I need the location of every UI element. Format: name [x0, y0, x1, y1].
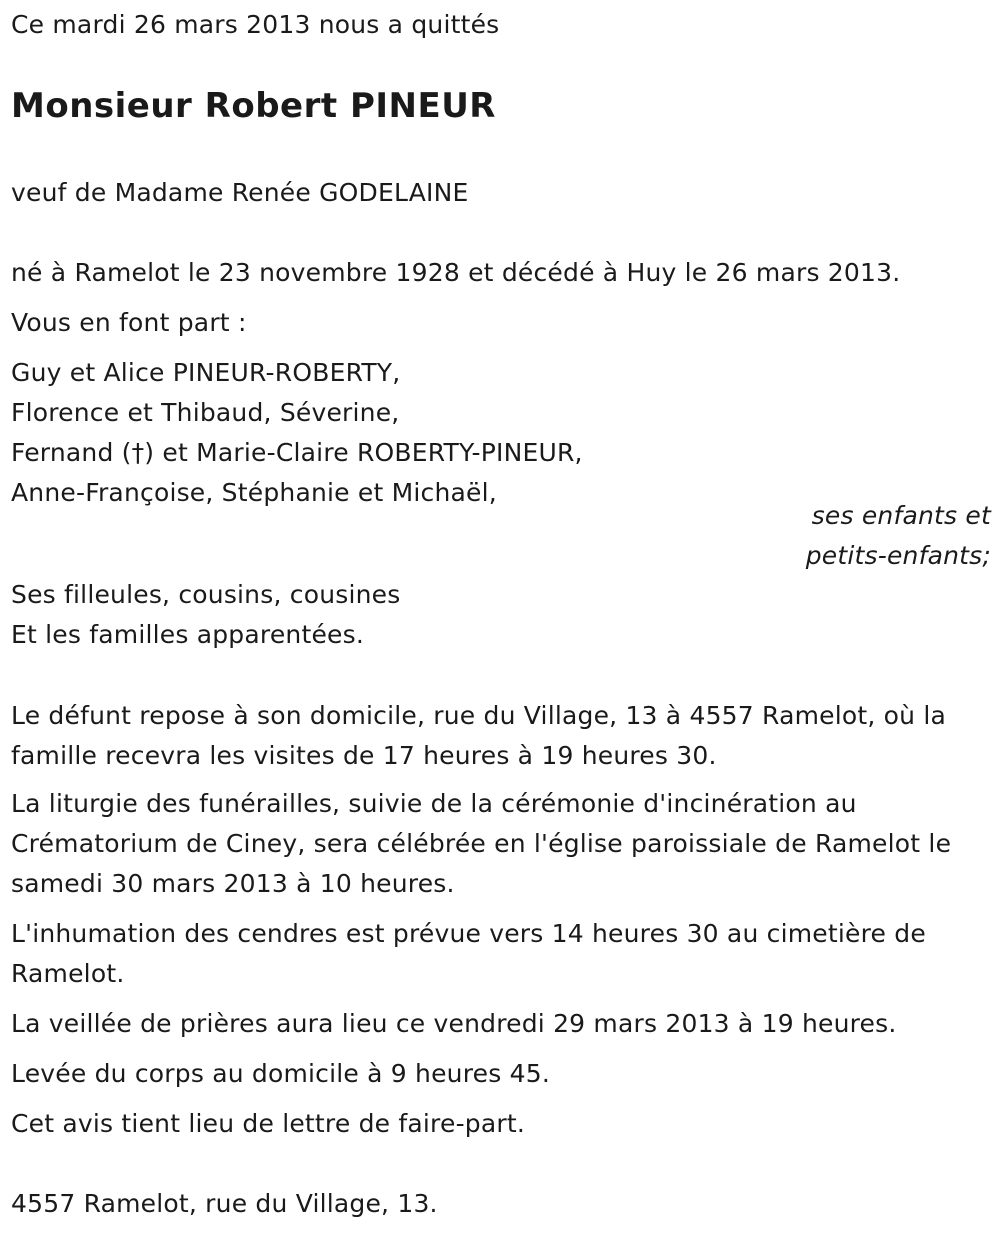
family-role-line-2: petits-enfants;: [805, 541, 991, 570]
burial-paragraph: L'inhumation des cendres est prévue vers 14 heures 30 au cimetière de Ramelot.: [11, 919, 926, 988]
family-intro: Vous en font part :: [11, 308, 247, 337]
others-line-2: Et les familles apparentées.: [11, 620, 364, 649]
family-line-2: Florence et Thibaud, Séverine,: [11, 398, 400, 427]
liturgy-paragraph: La liturgie des funérailles, suivie de la cérémonie d'incinération au Crématorium de Ciney, sera célébrée en l'église paroissiale de Ramelot le samedi 30 mars 2013 à 10 heures.: [11, 789, 952, 898]
deceased-name: Monsieur Robert PINEUR: [11, 86, 496, 126]
spouse-line: veuf de Madame Renée GODELAINE: [11, 178, 469, 207]
others-line-1: Ses filleules, cousins, cousines: [11, 580, 401, 609]
family-line-4: Anne-Françoise, Stéphanie et Michaël,: [11, 478, 497, 507]
announcement-line: Ce mardi 26 mars 2013 nous a quittés: [11, 10, 500, 39]
family-role-line-1: ses enfants et: [811, 501, 991, 530]
footer-address: 4557 Ramelot, rue du Village, 13.: [11, 1189, 438, 1218]
birth-death-line: né à Ramelot le 23 novembre 1928 et décédé à Huy le 26 mars 2013.: [11, 258, 901, 287]
vigil-paragraph: La veillée de prières aura lieu ce vendredi 29 mars 2013 à 19 heures.: [11, 1009, 897, 1038]
visit-paragraph: Le défunt repose à son domicile, rue du Village, 13 à 4557 Ramelot, où la famille recevra les visites de 17 heures à 19 heures 30.: [11, 701, 947, 770]
family-line-3: Fernand (†) et Marie-Claire ROBERTY-PINEUR,: [11, 438, 583, 467]
family-line-1: Guy et Alice PINEUR-ROBERTY,: [11, 358, 401, 387]
departure-paragraph: Levée du corps au domicile à 9 heures 45.: [11, 1059, 550, 1088]
notice-paragraph: Cet avis tient lieu de lettre de faire-part.: [11, 1109, 526, 1138]
